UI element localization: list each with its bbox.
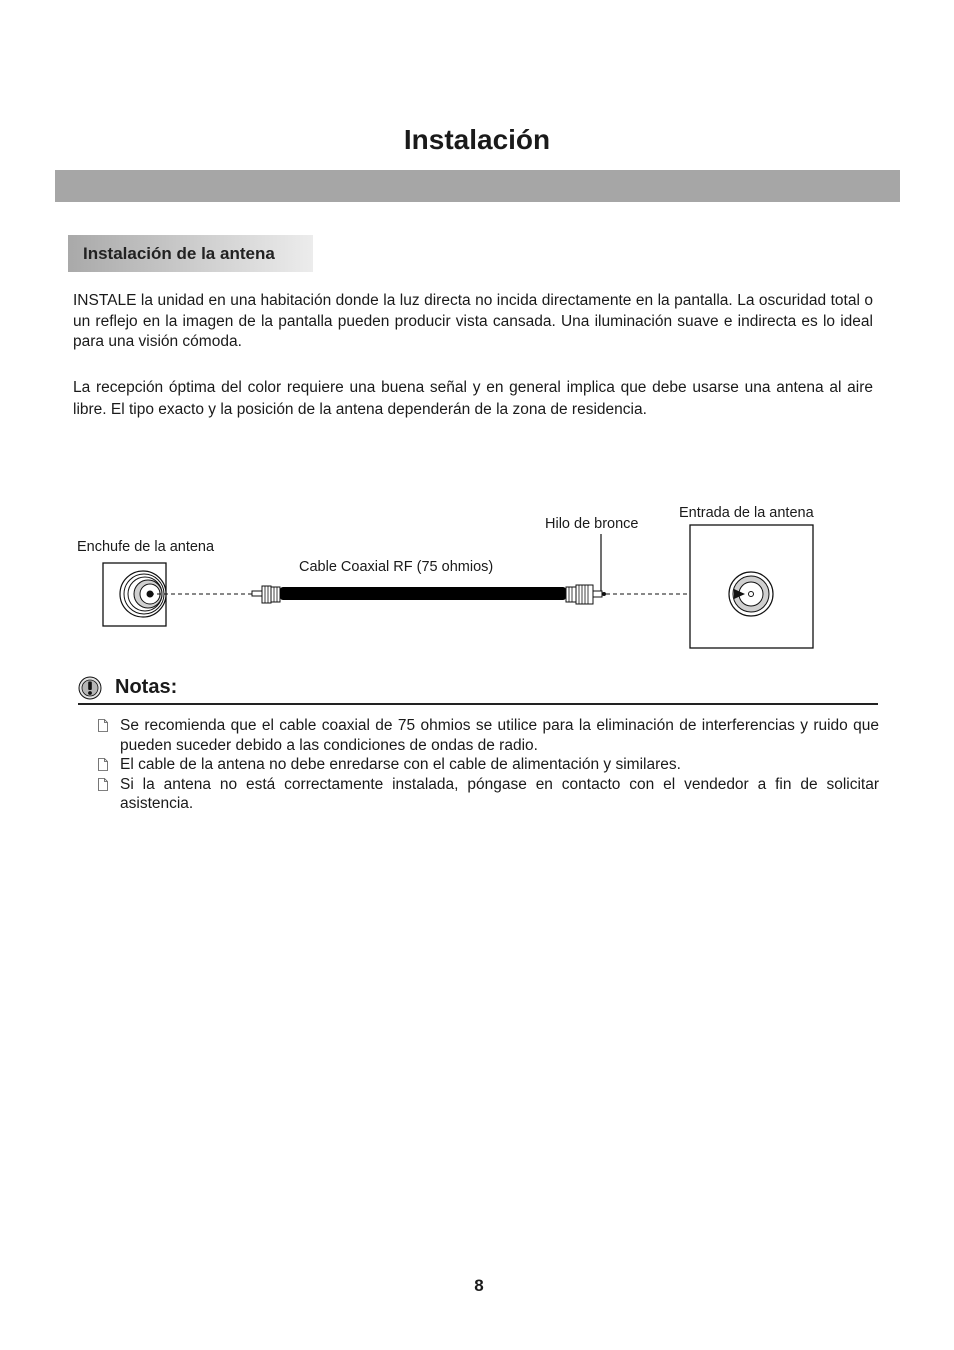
left-cable-connector-icon xyxy=(252,586,280,603)
document-icon xyxy=(98,719,108,732)
notes-header xyxy=(78,676,878,705)
antenna-plug-icon xyxy=(103,563,166,626)
list-item xyxy=(96,716,879,755)
notes-title: Notas: xyxy=(115,676,178,698)
label-copper-wire: Hilo de bronce xyxy=(545,516,639,532)
label-antenna-plug: Enchufe de la antena xyxy=(77,539,215,555)
note-text: Se recomienda que el cable coaxial de 75 ohmios se utilice para la eliminación de interferencias y ruido que pueden suceder debido a las condiciones de ondas de radio. xyxy=(120,717,879,754)
antenna-connection-diagram xyxy=(0,490,954,660)
coaxial-cable xyxy=(280,587,566,600)
document-icon xyxy=(98,758,108,771)
intro-paragraph: INSTALE la unidad en una habitación donde la luz directa no incida directamente en la pantalla. La oscuridad total o un reflejo en la imagen de la pantalla pueden producir vista cansada. Una iluminación suave e indirecta es lo ideal para una visión cómoda. xyxy=(73,292,873,350)
document-icon xyxy=(98,778,108,791)
note-text: El cable de la antena no debe enredarse con el cable de alimentación y similares. xyxy=(120,756,681,774)
title-bar xyxy=(55,170,900,202)
section-heading-tab xyxy=(68,235,313,272)
note-text: Si la antena no está correctamente instalada, póngase en contacto con el vendedor a fin de solicitar asistencia. xyxy=(120,775,879,813)
notes-list xyxy=(96,716,879,814)
page-number: 8 xyxy=(474,1276,484,1295)
section-heading: Instalación de la antena xyxy=(83,244,275,263)
exclamation-icon xyxy=(78,676,102,700)
page-title: Instalación xyxy=(403,124,551,155)
list-item xyxy=(96,775,879,814)
reception-paragraph: La recepción óptima del color requiere una buena señal y en general implica que debe usarse una antena al aire libre. El tipo exacto y la posición de la antena dependerán de la zona de residencia. xyxy=(73,379,873,418)
list-item xyxy=(96,755,879,775)
label-antenna-input: Entrada de la antena xyxy=(679,505,814,521)
antenna-input-icon xyxy=(690,525,813,648)
label-coaxial-cable: Cable Coaxial RF (75 ohmios) xyxy=(299,559,494,575)
right-cable-connector-icon xyxy=(566,585,606,604)
